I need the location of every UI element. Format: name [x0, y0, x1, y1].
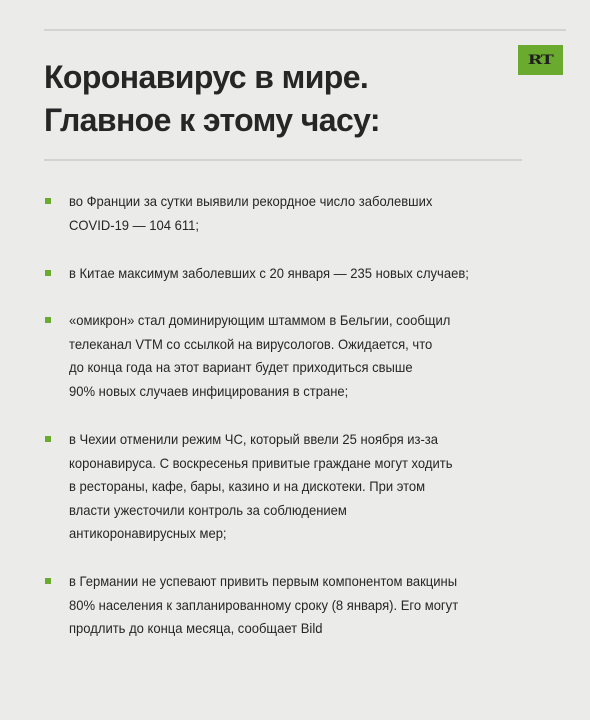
news-item-line: в Китае максимум заболевших с 20 января — 235 новых случаев; [69, 265, 469, 281]
top-divider [44, 29, 566, 31]
bullet-icon [45, 198, 51, 204]
rt-logo-text: RT [528, 52, 553, 68]
news-item-line: в Чехии отменили режим ЧС, который ввели 25 ноября из-за [69, 431, 439, 447]
news-item-line: во Франции за сутки выявили рекордное число заболевших [69, 193, 433, 209]
bullet-icon [45, 578, 51, 584]
news-item-line: продлить до конца месяца, сообщает Bild [69, 620, 323, 636]
title-divider [44, 159, 522, 161]
page-title-line: Коронавирус в мире. [44, 59, 369, 95]
news-item-line: до конца года на этот вариант будет приходиться свыше [69, 359, 413, 375]
news-item-text [69, 190, 574, 237]
news-item-line: 90% новых случаев инфицирования в стране; [69, 382, 349, 399]
news-item-text [69, 428, 574, 546]
news-item-text [69, 309, 574, 403]
bullet-icon [45, 317, 51, 323]
news-item-text [69, 570, 574, 641]
news-item-line: антикоронавирусных мер; [69, 525, 227, 541]
page-title-line: Главное к этому часу: [44, 102, 380, 138]
bullet-icon [45, 270, 51, 276]
news-item-line: COVID-19 — 104 611; [69, 216, 200, 233]
news-item-line: коронавируса. С воскресенья привитые граждане могут ходить [69, 454, 453, 471]
news-item-line: «омикрон» стал доминирующим штаммом в Бельгии, сообщил [69, 312, 451, 328]
page-title [44, 56, 484, 142]
news-item-line: телеканал VTM со ссылкой на вирусологов. Ожидается, что [69, 335, 433, 352]
news-item-line: в рестораны, кафе, бары, казино и на дискотеки. При этом [69, 478, 426, 494]
news-item-line: 80% населения к запланированному сроку (8 января). Его могут [69, 596, 459, 613]
rt-logo [518, 45, 563, 75]
news-item-line: в Германии не успевают привить первым компонентом вакцины [69, 573, 458, 589]
news-item-line: власти ужесточили контроль за соблюдением [69, 501, 347, 518]
bullet-icon [45, 436, 51, 442]
news-item-text [69, 262, 574, 286]
